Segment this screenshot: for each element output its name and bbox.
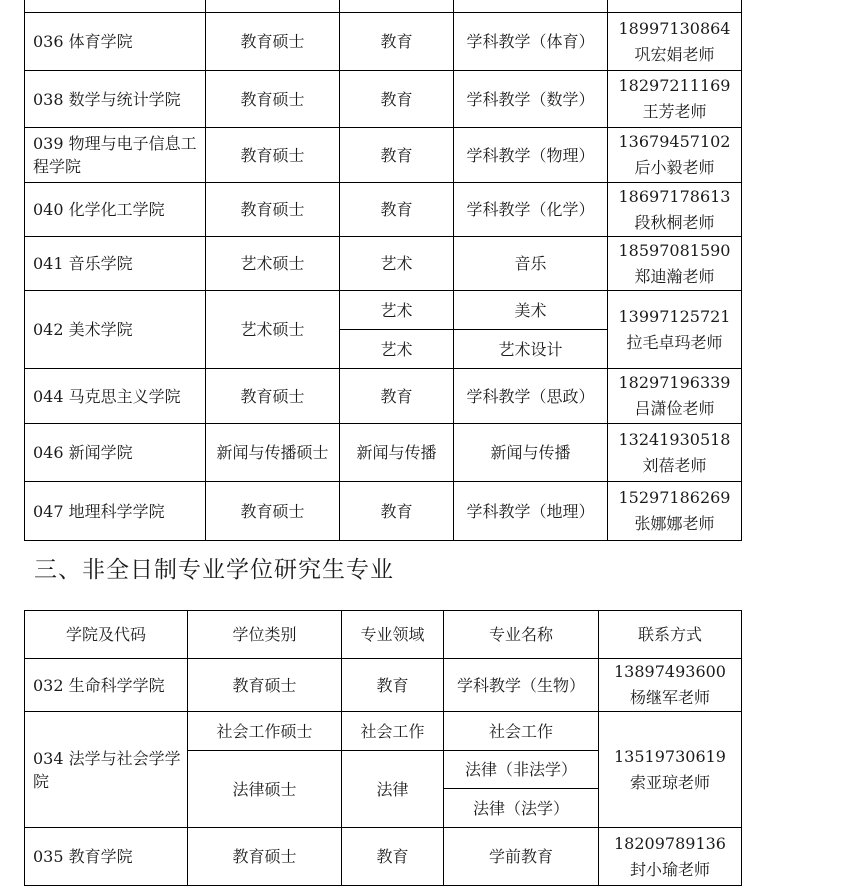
contact-name: 索亚琼老师 (629, 772, 710, 792)
field-cell: 教育 (340, 369, 454, 424)
degree-cell: 教育硕士 (188, 659, 342, 712)
column-header: 专业领域 (342, 611, 444, 659)
field-cell: 教育 (342, 659, 444, 712)
contact-name: 拉毛卓玛老师 (626, 332, 723, 352)
degree-cell: 教育硕士 (206, 13, 340, 71)
major-cell: 社会工作 (444, 712, 599, 751)
major-cell: 法律（非法学） (444, 751, 599, 789)
major-cell: 音乐 (454, 237, 608, 291)
field-cell: 社会工作 (342, 712, 444, 751)
phone-number: 13897493600 (614, 662, 726, 681)
major-cell: 学前教育 (444, 828, 599, 886)
dept-cell: 035 教育学院 (25, 828, 188, 886)
contact-cell (608, 71, 742, 128)
phone-number: 13519730619 (614, 746, 726, 766)
major-cell: 学科教学（思政） (454, 369, 608, 424)
contact-cell (599, 828, 742, 886)
field-cell: 新闻与传播 (340, 424, 454, 482)
table-row (25, 128, 742, 183)
contact-cell (608, 237, 742, 291)
dept-cell: 046 新闻学院 (25, 424, 206, 482)
phone-number: 13241930518 (618, 429, 731, 449)
dept-cell: 040 化学化工学院 (25, 183, 206, 237)
degree-cell: 教育硕士 (206, 183, 340, 237)
column-header: 联系方式 (599, 611, 742, 659)
table-row (25, 291, 742, 330)
contact-name: 杨继军老师 (629, 688, 710, 707)
dept-cell: 044 马克思主义学院 (25, 369, 206, 424)
dept-cell: 041 音乐学院 (25, 237, 206, 291)
part-time-program-table (24, 610, 742, 886)
major-cell: 美术 (454, 291, 608, 330)
contact-name: 巩宏娟老师 (634, 44, 715, 64)
table-row (25, 71, 742, 128)
table-row (25, 482, 742, 541)
contact-cell (608, 482, 742, 541)
table-row (25, 237, 742, 291)
table-row (25, 659, 742, 712)
column-header: 学院及代码 (25, 611, 188, 659)
contact-name: 刘蓓老师 (642, 455, 707, 475)
major-cell: 学科教学（生物） (444, 659, 599, 712)
full-time-program-table (24, 0, 742, 541)
field-cell: 教育 (340, 13, 454, 71)
phone-number: 18597081590 (618, 240, 731, 260)
table-row (25, 369, 742, 424)
contact-name: 段秋桐老师 (634, 212, 715, 232)
table-row (25, 424, 742, 482)
column-header: 专业名称 (444, 611, 599, 659)
contact-cell (608, 424, 742, 482)
section-title: 三、非全日制专业学位研究生专业 (34, 557, 394, 583)
major-cell: 艺术设计 (454, 330, 608, 369)
dept-cell: 039 物理与电子信息工程学院 (25, 128, 206, 183)
dept-cell: 034 法学与社会学学院 (25, 712, 188, 828)
degree-cell: 教育硕士 (206, 71, 340, 128)
dept-cell: 042 美术学院 (25, 291, 206, 369)
contact-name: 封小瑜老师 (629, 859, 710, 879)
phone-number: 13997125721 (618, 306, 731, 326)
degree-cell: 教育硕士 (206, 369, 340, 424)
degree-cell: 教育硕士 (206, 128, 340, 183)
degree-cell: 教育硕士 (206, 482, 340, 541)
table-row (25, 13, 742, 71)
contact-cell (608, 183, 742, 237)
table-row (25, 828, 742, 886)
contact-name: 后小毅老师 (634, 158, 715, 177)
degree-cell: 教育硕士 (188, 828, 342, 886)
contact-name: 张娜娜老师 (634, 514, 715, 533)
contact-cell (608, 128, 742, 183)
major-cell: 学科教学（物理） (454, 128, 608, 183)
phone-number: 18297196339 (618, 373, 731, 392)
table-row (25, 712, 742, 751)
contact-name: 郑迪瀚老师 (634, 266, 715, 286)
major-cell: 学科教学（数学） (454, 71, 608, 128)
major-cell: 学科教学（体育） (454, 13, 608, 71)
dept-cell: 032 生命科学学院 (25, 659, 188, 712)
contact-name: 吕潇俭老师 (634, 399, 715, 418)
table-row (25, 183, 742, 237)
contact-cell (599, 659, 742, 712)
field-cell: 法律 (342, 751, 444, 828)
table-cell (454, 0, 608, 13)
degree-cell: 新闻与传播硕士 (206, 424, 340, 482)
phone-number: 13679457102 (618, 132, 731, 151)
field-cell: 艺术 (340, 291, 454, 330)
phone-number: 18697178613 (618, 186, 731, 206)
field-cell: 艺术 (340, 237, 454, 291)
table-cell (608, 0, 742, 13)
phone-number: 18297211169 (618, 76, 731, 95)
major-cell: 学科教学（化学） (454, 183, 608, 237)
table-row (25, 0, 742, 13)
field-cell: 教育 (340, 482, 454, 541)
major-cell: 法律（法学） (444, 789, 599, 828)
field-cell: 教育 (340, 128, 454, 183)
field-cell: 教育 (340, 71, 454, 128)
degree-cell: 法律硕士 (188, 751, 342, 828)
phone-number: 18997130864 (618, 18, 731, 38)
dept-cell: 047 地理科学学院 (25, 482, 206, 541)
field-cell: 教育 (342, 828, 444, 886)
field-cell: 教育 (340, 183, 454, 237)
degree-cell: 社会工作硕士 (188, 712, 342, 751)
field-cell: 艺术 (340, 330, 454, 369)
contact-name: 王芳老师 (642, 102, 707, 121)
contact-cell (608, 13, 742, 71)
major-cell: 学科教学（地理） (454, 482, 608, 541)
phone-number: 18209789136 (614, 833, 726, 853)
contact-cell (599, 712, 742, 828)
column-header: 学位类别 (188, 611, 342, 659)
table-cell (340, 0, 454, 13)
dept-cell: 038 数学与统计学院 (25, 71, 206, 128)
phone-number: 15297186269 (618, 488, 731, 507)
table-header-row (25, 611, 742, 659)
dept-cell: 036 体育学院 (25, 13, 206, 71)
contact-cell (608, 369, 742, 424)
table-cell (206, 0, 340, 13)
table-cell (25, 0, 206, 13)
major-cell: 新闻与传播 (454, 424, 608, 482)
degree-cell: 艺术硕士 (206, 291, 340, 369)
degree-cell: 艺术硕士 (206, 237, 340, 291)
contact-cell (608, 291, 742, 369)
